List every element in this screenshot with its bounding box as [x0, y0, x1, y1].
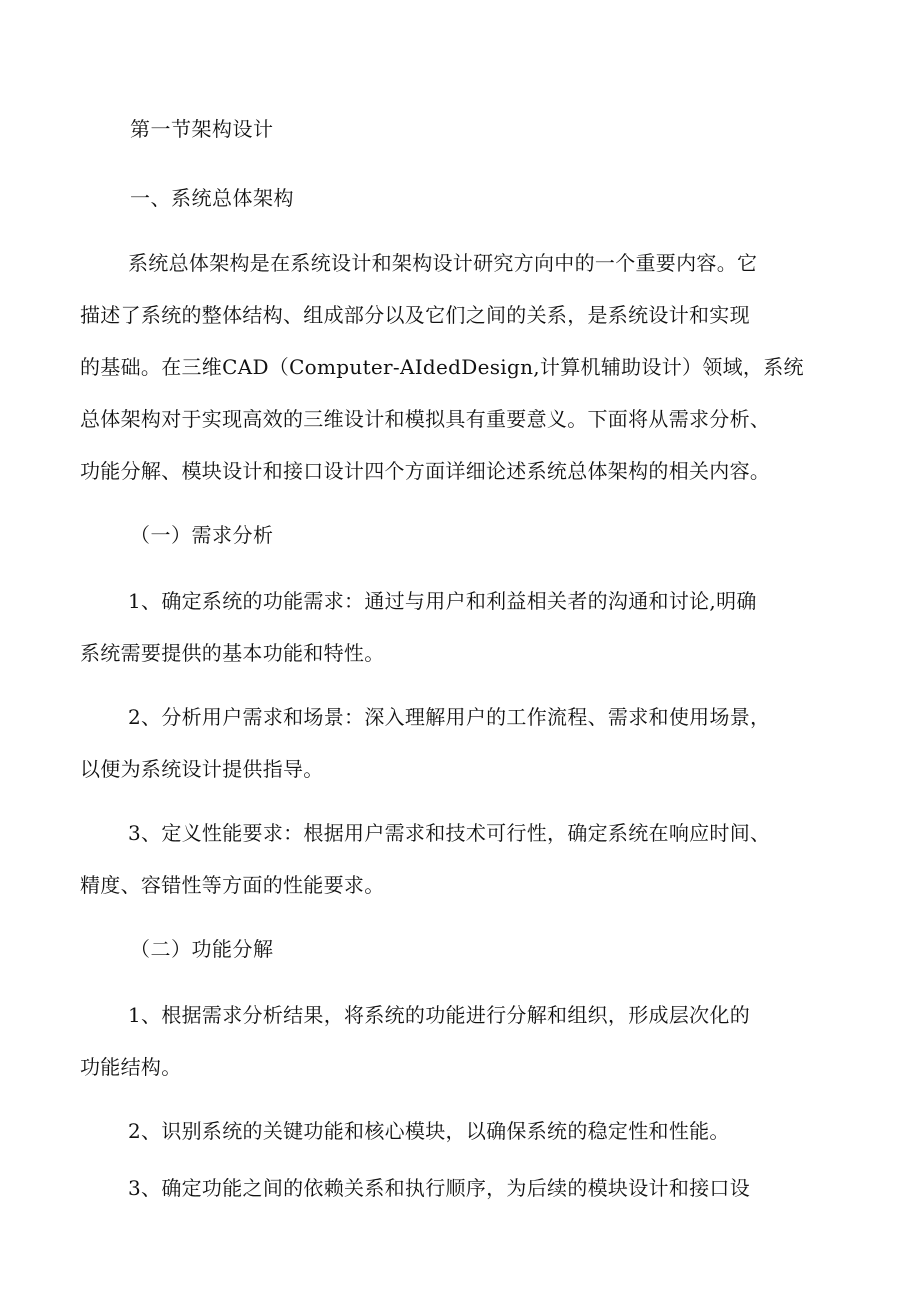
- list-item: 3、定义性能要求：根据用户需求和技术可行性，确定系统在响应时间、: [128, 821, 771, 845]
- intro-line: 的基础。在三维CAD（Computer-AIdedDesign,计算机辅助设计）领域，系统: [80, 355, 804, 379]
- intro-line: 系统总体架构是在系统设计和架构设计研究方向中的一个重要内容。它: [128, 251, 758, 275]
- list-item-continuation: 系统需要提供的基本功能和特性。: [80, 641, 385, 665]
- list-item: 1、确定系统的功能需求：通过与用户和利益相关者的沟通和讨论,明确: [128, 589, 757, 613]
- list-item-continuation: 功能结构。: [80, 1055, 182, 1079]
- list-item: 1、根据需求分析结果，将系统的功能进行分解和组织，形成层次化的: [128, 1003, 751, 1027]
- list-item: 2、分析用户需求和场景：深入理解用户的工作流程、需求和使用场景，: [128, 705, 771, 729]
- intro-line: 描述了系统的整体结构、组成部分以及它们之间的关系，是系统设计和实现: [80, 303, 750, 327]
- intro-line: 功能分解、模块设计和接口设计四个方面详细论述系统总体架构的相关内容。: [80, 459, 771, 483]
- subheading-requirements-analysis: （一）需求分析: [130, 523, 274, 547]
- heading-system-architecture: 一、系统总体架构: [130, 186, 294, 210]
- section-title: 第一节架构设计: [130, 117, 274, 141]
- list-item-continuation: 精度、容错性等方面的性能要求。: [80, 873, 385, 897]
- list-item-continuation: 以便为系统设计提供指导。: [80, 757, 324, 781]
- list-item: 2、识别系统的关键功能和核心模块，以确保系统的稳定性和性能。: [128, 1119, 730, 1143]
- subheading-function-decomposition: （二）功能分解: [130, 937, 274, 961]
- intro-line: 总体架构对于实现高效的三维设计和模拟具有重要意义。下面将从需求分析、: [80, 407, 771, 431]
- list-item: 3、确定功能之间的依赖关系和执行顺序，为后续的模块设计和接口设: [128, 1176, 751, 1200]
